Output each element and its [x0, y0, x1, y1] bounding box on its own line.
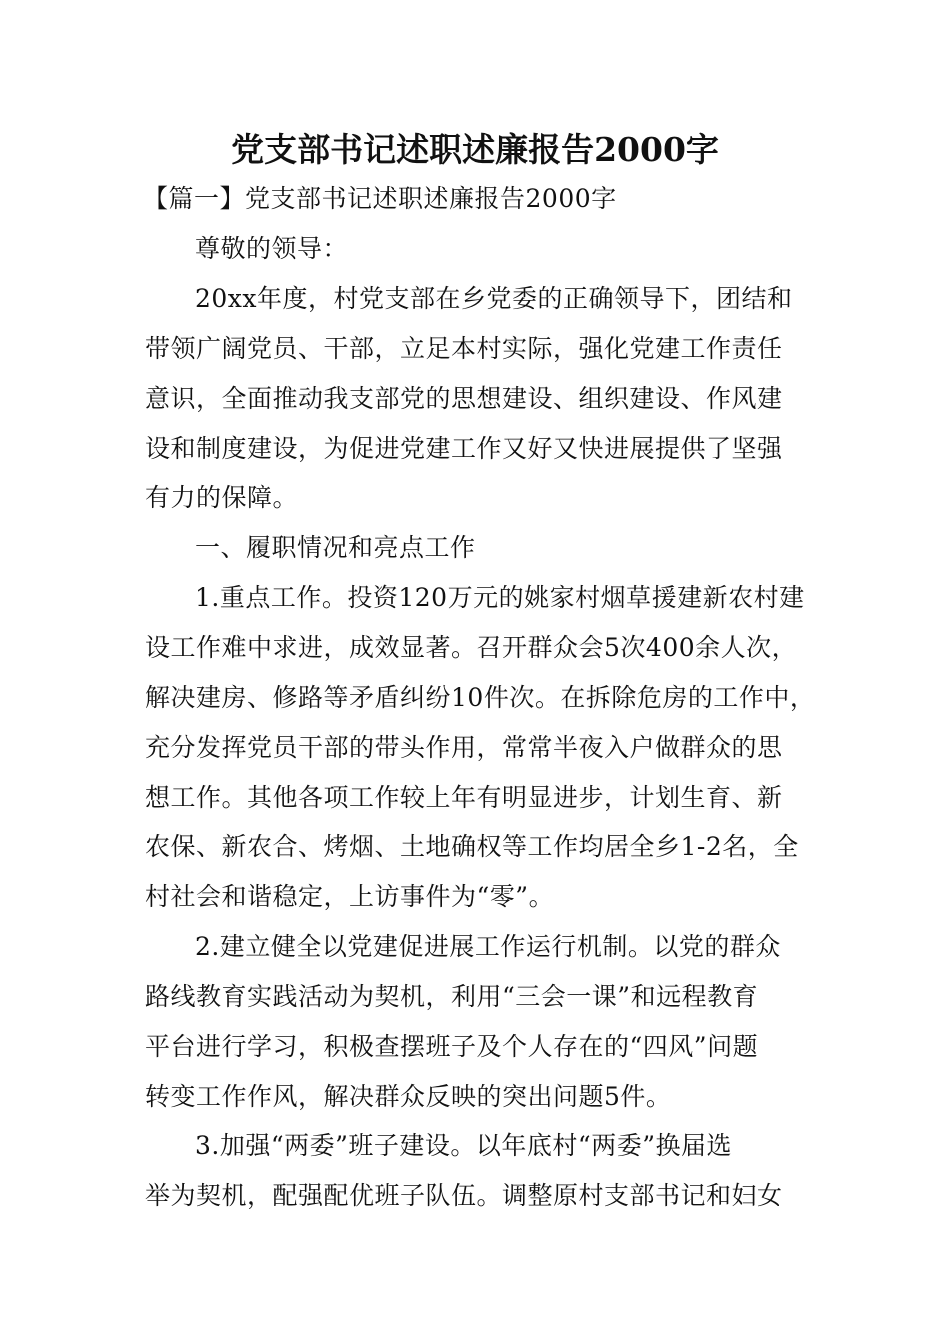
paragraph-line: 2.建立健全以党建促进展工作运行机制。以党的群众	[195, 932, 781, 961]
paragraph-line: 农保、新农合、烤烟、土地确权等工作均居全乡1-2名，全	[145, 832, 799, 861]
paragraph-line: 20xx年度，村党支部在乡党委的正确领导下，团结和	[195, 284, 793, 313]
paragraph-line: 3.加强“两委”班子建设。以年底村“两委”换届选	[195, 1131, 732, 1160]
paragraph-line: 村社会和谐稳定，上访事件为“零”。	[145, 882, 555, 911]
paragraph-line: 转变工作作风，解决群众反映的突出问题5件。	[145, 1082, 672, 1111]
paragraph-line: 举为契机，配强配优班子队伍。调整原村支部书记和妇女	[145, 1181, 783, 1210]
paragraph-line: 意识，全面推动我支部党的思想建设、组织建设、作风建	[145, 384, 783, 413]
salutation: 尊敬的领导：	[195, 234, 349, 263]
section-heading: 【篇一】党支部书记述职述廉报告2000字	[143, 184, 617, 213]
section-heading-1: 一、履职情况和亮点工作	[195, 533, 476, 562]
paragraph-line: 路线教育实践活动为契机，利用“三会一课”和远程教育	[145, 982, 759, 1011]
paragraph-line: 设和制度建设，为促进党建工作又好又快进展提供了坚强	[145, 434, 783, 463]
document-title: 党支部书记述职述廉报告2000字	[231, 130, 719, 169]
paragraph-line: 带领广阔党员、干部，立足本村实际，强化党建工作责任	[145, 334, 783, 363]
paragraph-line: 充分发挥党员干部的带头作用，常常半夜入户做群众的思	[145, 733, 783, 762]
paragraph-line: 有力的保障。	[145, 483, 299, 512]
paragraph-line: 1.重点工作。投资120万元的姚家村烟草援建新农村建	[195, 583, 805, 612]
paragraph-line: 平台进行学习，积极查摆班子及个人存在的“四风”问题	[145, 1032, 759, 1061]
paragraph-line: 想工作。其他各项工作较上年有明显进步，计划生育、新	[145, 783, 783, 812]
paragraph-line: 解决建房、修路等矛盾纠纷10件次。在拆除危房的工作中，	[145, 683, 816, 712]
paragraph-line: 设工作难中求进，成效显著。召开群众会5次400余人次，	[145, 633, 798, 662]
